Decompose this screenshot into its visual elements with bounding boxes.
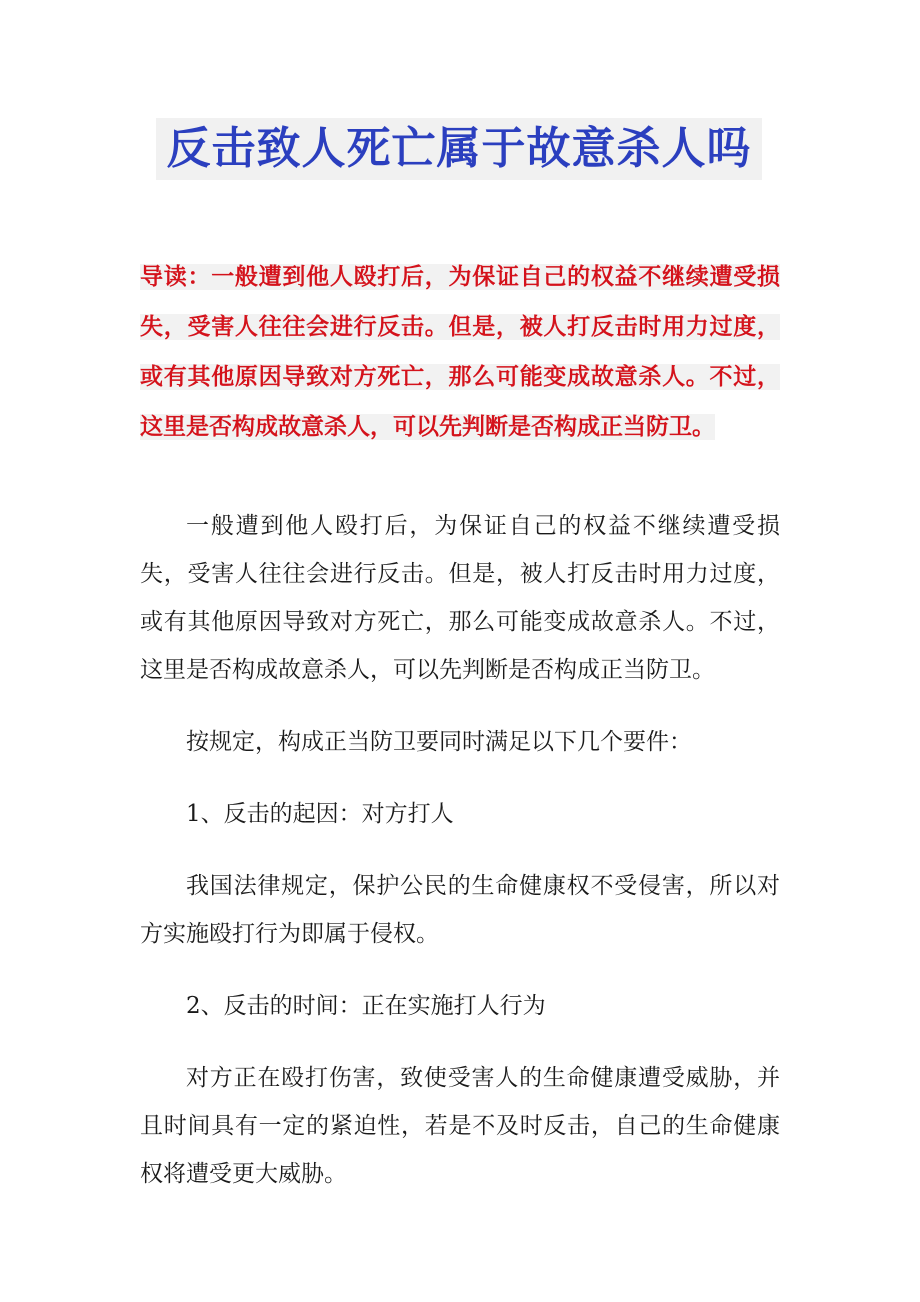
paragraph-section-1: 我国法律规定，保护公民的生命健康权不受侵害，所以对方实施殴打行为即属于侵权。: [140, 873, 780, 947]
document-title: 反击致人死亡属于故意杀人吗: [156, 118, 762, 180]
section-heading-2: 2、反击的时间：正在实施打人行为: [186, 993, 546, 1019]
article-body: [140, 502, 780, 1222]
lead-summary: [140, 252, 780, 452]
lead-text: 导读：一般遭到他人殴打后，为保证自己的权益不继续遭受损失，受害人往往会进行反击。但是，被人打反击时用力过度，或有其他原因导致对方死亡，那么可能变成故意杀人。不过，这里是否构成故意杀人，可以先判断是否构成正当防卫。: [140, 264, 780, 440]
paragraph-section-2: 对方正在殴打伤害，致使受害人的生命健康遭受威胁，并且时间具有一定的紧迫性，若是不及时反击，自己的生命健康权将遭受更大威胁。: [140, 1065, 780, 1187]
paragraph-intro: 一般遭到他人殴打后，为保证自己的权益不继续遭受损失，受害人往往会进行反击。但是，被人打反击时用力过度，或有其他原因导致对方死亡，那么可能变成故意杀人。不过，这里是否构成故意杀人，可以先判断是否构成正当防卫。: [140, 513, 780, 683]
paragraph-requirements: 按规定，构成正当防卫要同时满足以下几个要件：: [186, 729, 692, 755]
section-heading-1: 1、反击的起因：对方打人: [186, 801, 454, 827]
